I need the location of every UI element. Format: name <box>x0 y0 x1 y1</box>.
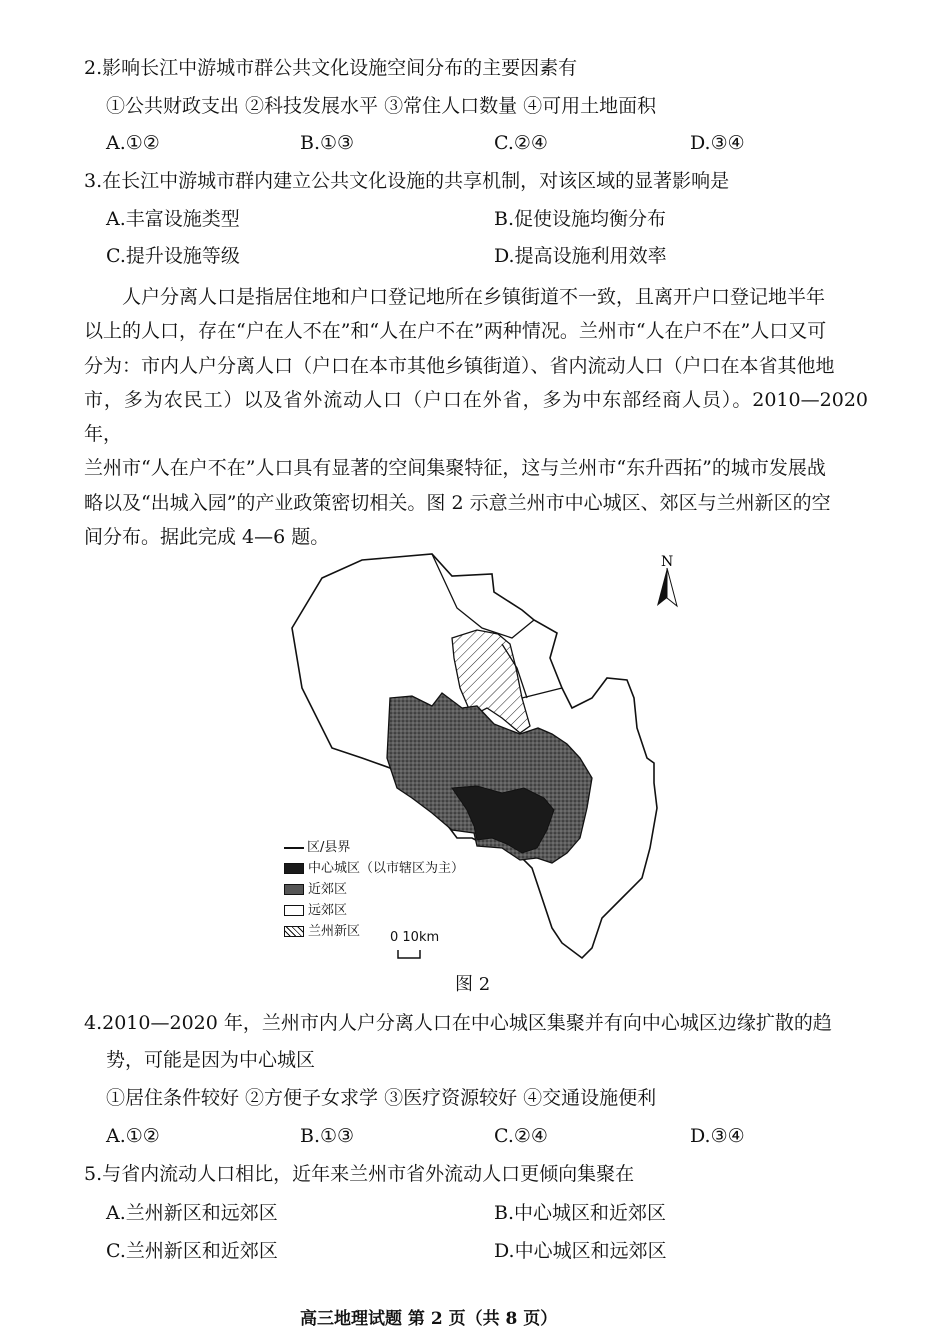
q3-stem: 3.在长江中游城市群内建立公共文化设施的共享机制，对该区域的显著影响是 <box>84 170 730 192</box>
q2-option-d: D.③④ <box>690 132 745 154</box>
q2-option-b: B.①③ <box>300 132 355 154</box>
q2-option-a: A.①② <box>106 132 160 154</box>
q5-stem: 5.与省内流动人口相比，近年来兰州市省外流动人口更倾向集聚在 <box>84 1163 635 1185</box>
q3-option-b: B.促使设施均衡分布 <box>494 208 667 230</box>
passage-line: 间分布。据此完成 4—6 题。 <box>84 526 330 549</box>
q3-option-d: D.提高设施利用效率 <box>494 245 667 267</box>
scale-label: 0 10km <box>390 930 440 945</box>
legend-near-suburb: 近郊区 <box>284 880 347 899</box>
q5-option-a: A.兰州新区和远郊区 <box>106 1202 278 1224</box>
passage-line: 市，多为农民工）以及省外流动人口（户口在外省，多为中东部经商人员）。2010—2020 年， <box>84 388 868 446</box>
passage-line: 人户分离人口是指居住地和户口登记地所在乡镇街道不一致，且离开户口登记地半年 <box>122 286 826 308</box>
passage-line: 以上的人口，存在“户在人不在”和“人在户不在”两种情况。兰州市“人在户不在”人口又可 <box>84 320 827 343</box>
far-suburb-swatch <box>284 905 304 916</box>
reading-passage <box>84 280 868 554</box>
q2-factors: ①公共财政支出 ②科技发展水平 ③常住人口数量 ④可用土地面积 <box>106 95 657 117</box>
center-city-swatch <box>284 863 304 874</box>
passage-line: 分为：市内人户分离人口（户口在本市其他乡镇街道）、省内流动人口（户口在本省其他地 <box>84 354 835 377</box>
q4-option-d: D.③④ <box>690 1125 745 1147</box>
page-footer: 高三地理试题 第 2 页（共 8 页） <box>300 1309 558 1329</box>
q5-option-b: B.中心城区和近郊区 <box>494 1202 667 1224</box>
q5-option-d: D.中心城区和远郊区 <box>494 1240 667 1262</box>
passage-line: 兰州市“人在户不在”人口具有显著的空间集聚特征，这与兰州市“东升西拓”的城市发展战 <box>84 457 826 480</box>
legend-boundary: 区/县界 <box>284 838 350 857</box>
q4-stem-line1: 4.2010—2020 年，兰州市内人户分离人口在中心城区集聚并有向中心城区边缘扩散的趋 <box>84 1012 832 1034</box>
map-legend <box>284 838 504 968</box>
new-area-swatch <box>284 926 304 937</box>
q4-option-b: B.①③ <box>300 1125 355 1147</box>
q4-option-c: C.②④ <box>494 1125 548 1147</box>
q2-option-c: C.②④ <box>494 132 548 154</box>
legend-new-area: 兰州新区 <box>284 922 360 941</box>
q3-option-a: A.丰富设施类型 <box>106 208 240 230</box>
q4-factors: ①居住条件较好 ②方便子女求学 ③医疗资源较好 ④交通设施便利 <box>106 1087 657 1109</box>
north-arrow-icon <box>657 568 677 606</box>
near-suburb-swatch <box>284 884 304 895</box>
north-label: N <box>661 554 674 570</box>
figure-caption: 图 2 <box>455 974 491 995</box>
q5-option-c: C.兰州新区和近郊区 <box>106 1240 278 1262</box>
q4-stem-line2: 势，可能是因为中心城区 <box>106 1049 316 1071</box>
passage-line: 略以及“出城入园”的产业政策密切相关。图 2 示意兰州市中心城区、郊区与兰州新区的空 <box>84 491 831 514</box>
q2-stem: 2.影响长江中游城市群公共文化设施空间分布的主要因素有 <box>84 57 578 79</box>
q3-option-c: C.提升设施等级 <box>106 245 240 267</box>
legend-center-city: 中心城区（以市辖区为主） <box>284 859 464 878</box>
legend-far-suburb: 远郊区 <box>284 901 347 920</box>
boundary-line-swatch <box>284 847 304 849</box>
q4-option-a: A.①② <box>106 1125 160 1147</box>
